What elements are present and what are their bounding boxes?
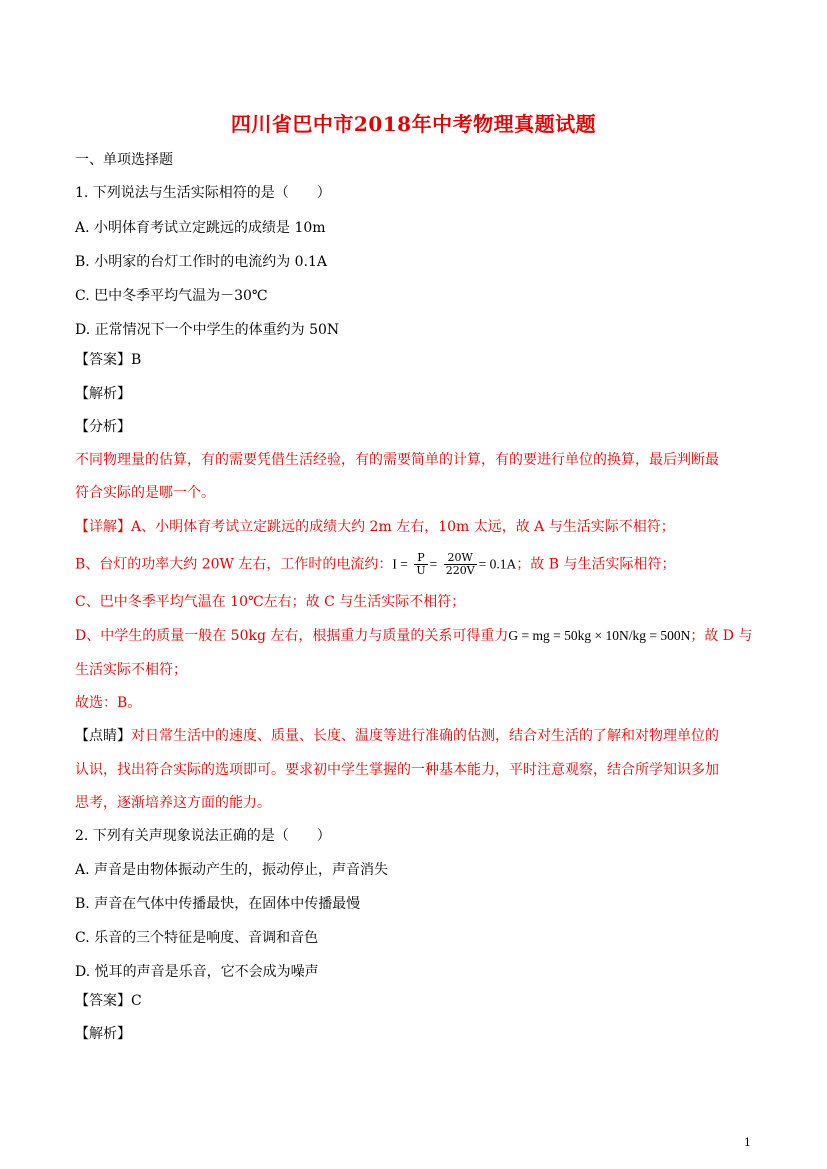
- question-1-fenxi-line-1: 不同物理量的估算，有的需要凭借生活经验，有的需要简单的计算，有的要进行单位的换算，最后判断最: [75, 452, 719, 468]
- detail-d-text: D、中学生的质量一般在 50kg 左右，根据重力与质量的关系可得重力: [75, 628, 509, 644]
- question-1-fenxi-line-2: 符合实际的是哪一个。: [75, 485, 215, 501]
- question-1-fenxi-label: 【分析】: [75, 419, 131, 435]
- fraction-numerator-20w: 20W: [444, 552, 477, 565]
- question-1-option-b: B. 小明家的台灯工作时的电流约为 0.1A: [75, 254, 328, 270]
- question-1-choice: 故选：B。: [75, 695, 142, 711]
- dianjing-label: 【点睛】: [75, 728, 131, 744]
- question-1-option-c: C. 巴中冬季平均气温为－30℃: [75, 288, 268, 304]
- question-1-detail-d-cont: 生活实际不相符；: [75, 662, 187, 678]
- question-1-dianjing-line-1: [75, 726, 719, 746]
- detail-d-conclusion: ；故 D 与: [690, 628, 753, 644]
- fraction-denominator-220v: 220V: [445, 564, 475, 577]
- question-2-option-d: D. 悦耳的声音是乐音，它不会成为噪声: [75, 964, 319, 980]
- question-1-dianjing-line-3: 思考，逐渐培养这方面的能力。: [75, 795, 271, 811]
- question-2-option-c: C. 乐音的三个特征是响度、音调和音色: [75, 930, 319, 946]
- detail-b-conclusion: ；故 B 与生活实际相符；: [516, 556, 676, 573]
- question-1-option-d: D. 正常情况下一个中学生的体重约为 50N: [75, 322, 340, 338]
- dianjing-text: 对日常生活中的速度、质量、长度、温度等进行准确的估测，结合对生活的了解和对物理单位的: [131, 728, 719, 744]
- question-1-dianjing-line-2: 认识，找出符合实际的选项即可。要求初中学生掌握的一种基本能力，平时注意观察，结合所学知识多加: [75, 762, 719, 778]
- question-1-detail-d: [75, 626, 752, 646]
- question-1-answer: 【答案】B: [75, 352, 142, 368]
- section-heading: 一、单项选择题: [75, 152, 173, 168]
- power-over-voltage-fraction: [414, 552, 427, 577]
- gravity-formula: G = mg = 50kg × 10N/kg = 500N: [508, 628, 691, 643]
- page-number: 1: [744, 1136, 751, 1149]
- question-2-option-a: A. 声音是由物体振动产生的，振动停止，声音消失: [75, 862, 389, 878]
- current-symbol: I =: [392, 556, 408, 572]
- numeric-fraction: [444, 552, 477, 577]
- fraction-denominator-u: U: [416, 564, 426, 577]
- question-2-stem: 2. 下列有关声现象说法正确的是（ ）: [75, 828, 331, 844]
- question-1-option-a: A. 小明体育考试立定跳远的成绩是 10m: [75, 220, 326, 236]
- equals-sign: =: [429, 556, 438, 572]
- question-2-option-b: B. 声音在气体中传播最快，在固体中传播最慢: [75, 896, 361, 912]
- question-1-detail-c: C、巴中冬季平均气温在 10℃左右；故 C 与生活实际不相符；: [75, 594, 466, 610]
- fraction-numerator-p: P: [414, 552, 427, 565]
- question-1-detail-a: 【详解】A、小明体育考试立定跳远的成绩大约 2m 左右，10m 太远，故 A 与生活实际不相符；: [75, 519, 675, 535]
- question-2-analysis-label: 【解析】: [75, 1026, 131, 1042]
- detail-b-text: B、台灯的功率大约 20W 左右，工作时的电流约：: [75, 556, 393, 573]
- page-title: 四川省巴中市2018年中考物理真题试题: [230, 112, 597, 136]
- question-1-stem: 1. 下列说法与生活实际相符的是（ ）: [75, 185, 331, 201]
- current-result: = 0.1A: [478, 556, 517, 572]
- question-2-answer: 【答案】C: [75, 993, 142, 1009]
- question-1-detail-b: [75, 552, 675, 577]
- question-1-analysis-label: 【解析】: [75, 386, 131, 402]
